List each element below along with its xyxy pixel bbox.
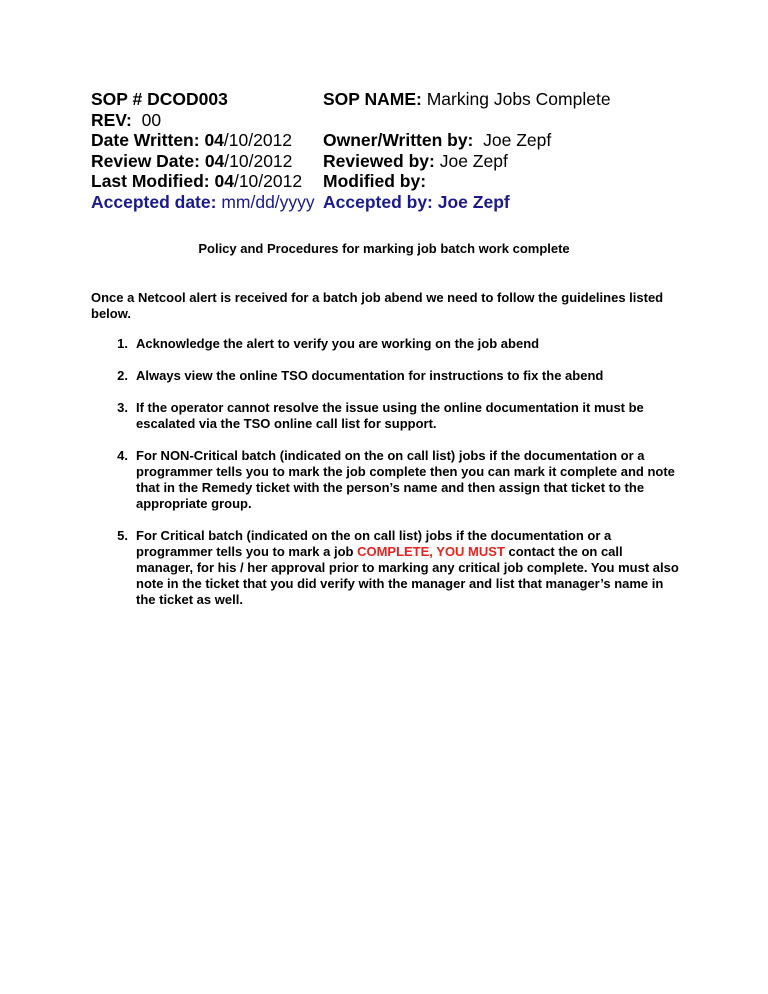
header-row-2 bbox=[91, 110, 691, 131]
header-row-3 bbox=[91, 130, 691, 151]
step-number: 3. bbox=[117, 400, 128, 415]
rev-label: REV: bbox=[91, 109, 132, 130]
step-text-after: contact the on call manager, for his / her approval prior to marking any critical job complete. You must also note in the ticket that you did verify with the manager and list that manager’s name in the ticket as well. bbox=[136, 544, 679, 607]
header-row-6 bbox=[91, 192, 691, 213]
header-row-5 bbox=[91, 171, 691, 192]
date-written bbox=[91, 130, 323, 151]
owner-label: Owner/Written by: bbox=[323, 130, 474, 150]
list-item bbox=[91, 448, 691, 512]
step-text bbox=[136, 528, 681, 608]
modified-by-label: Modified by: bbox=[323, 171, 427, 191]
reviewed-label: Reviewed by: bbox=[323, 150, 435, 171]
accepted-date-value: mm/dd/yyyy bbox=[221, 191, 315, 212]
review-date bbox=[91, 151, 323, 172]
sop-header bbox=[91, 89, 691, 212]
list-item bbox=[91, 528, 691, 608]
review-date-rest: /10/2012 bbox=[224, 150, 293, 171]
list-item bbox=[91, 368, 691, 384]
review-date-month: 04 bbox=[204, 150, 225, 171]
date-written-month: 04 bbox=[204, 130, 224, 150]
sop-name-value: Marking Jobs Complete bbox=[426, 89, 611, 109]
step-text: Always view the online TSO documentation for instructions to fix the abend bbox=[136, 368, 604, 383]
sop-number: SOP # DCOD003 bbox=[91, 89, 228, 109]
step-text-highlight: COMPLETE, YOU MUST bbox=[357, 544, 505, 559]
list-item bbox=[91, 336, 691, 352]
review-date-label: Review Date: bbox=[91, 150, 200, 171]
header-row-1 bbox=[91, 89, 691, 110]
last-modified bbox=[91, 171, 323, 192]
step-text-before: For Critical batch (indicated on the on call list) jobs if the documentation or a programmer tells you to mark a job bbox=[136, 528, 612, 559]
list-item bbox=[91, 400, 691, 432]
step-number: 5. bbox=[117, 528, 128, 543]
date-written-label: Date Written: bbox=[91, 130, 200, 150]
intro-paragraph: Once a Netcool alert is received for a batch job abend we need to follow the guidelines listed below. bbox=[91, 290, 664, 321]
accepted-date bbox=[91, 192, 323, 213]
step-number: 2. bbox=[117, 368, 128, 383]
reviewed-by bbox=[323, 151, 508, 172]
owner-value: Joe Zepf bbox=[483, 130, 552, 150]
accepted-by: Accepted by: Joe Zepf bbox=[323, 191, 510, 212]
sop-name-label: SOP NAME: bbox=[323, 89, 422, 109]
accepted-date-label: Accepted date: bbox=[91, 191, 217, 212]
reviewed-value: Joe Zepf bbox=[439, 150, 508, 171]
sop-name bbox=[323, 89, 611, 110]
step-number: 4. bbox=[117, 448, 128, 463]
procedure-steps bbox=[91, 336, 691, 624]
date-written-rest: /10/2012 bbox=[223, 130, 293, 150]
rev-value: 00 bbox=[141, 109, 162, 130]
step-text: For NON-Critical batch (indicated on the on call list) jobs if the documentation or a programmer tells you to mark the job complete then you can mark it complete and note that in the Remedy ticket with the person’s name and then assign that ticket to the appropriate group. bbox=[136, 448, 675, 511]
last-modified-rest: /10/2012 bbox=[233, 171, 303, 191]
rev bbox=[91, 110, 323, 131]
owner bbox=[323, 130, 551, 151]
step-number: 1. bbox=[117, 336, 128, 351]
last-modified-month: 04 bbox=[214, 171, 234, 191]
step-text: If the operator cannot resolve the issue using the online documentation it must be escalated via the TSO online call list for support. bbox=[136, 400, 644, 431]
last-modified-label: Last Modified: bbox=[91, 171, 210, 191]
header-row-4 bbox=[91, 151, 691, 172]
document-title: Policy and Procedures for marking job batch work complete bbox=[198, 241, 570, 256]
step-text: Acknowledge the alert to verify you are working on the job abend bbox=[136, 336, 540, 351]
